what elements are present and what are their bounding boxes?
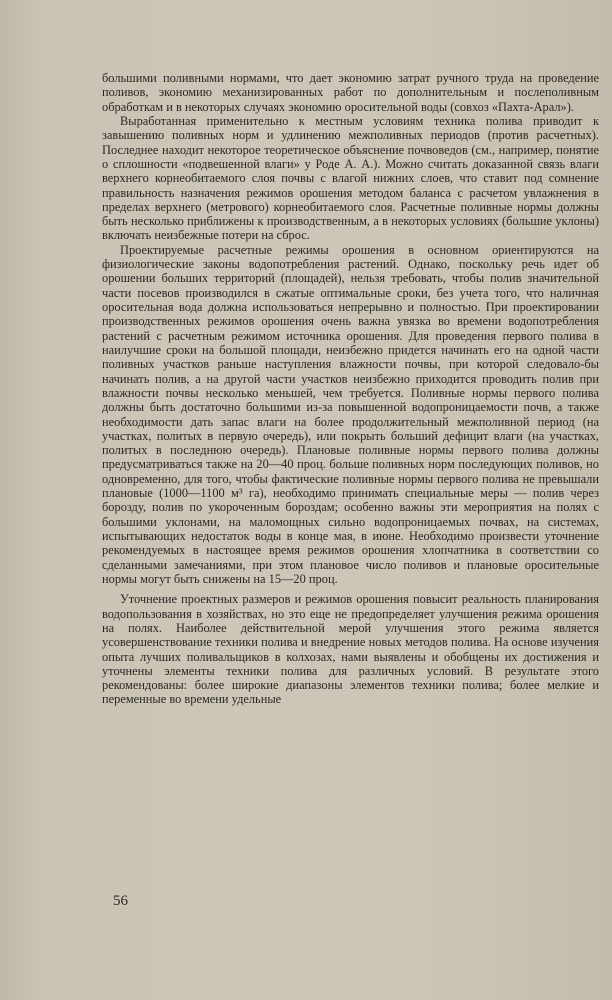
paragraph-2: Выработанная применительно к местным условиям техника полива приводит к завышению поливных норм и удлинению межполивных периодов (против расчетных). Последнее находит некоторое теоретическое объяснение почвоведов (см., например, понятие о сплошности «подвешенной влаги» у Роде А. А.). Можно считать доказанной связь влаги верхнего корнеобитаемого слоя почвы с влагой нижних слоев, что ставит под сомнение правильность назначения режимов орошения методом баланса с расчетом увлажнения в пределах верхнего (метрового) корнеобитаемого слоя. Расчетные поливные нормы должны быть несколько приближены к производственным, а в некоторых условиях (большие уклоны) включать неизбежные потери на сброс. bbox=[102, 113, 599, 243]
body-text bbox=[102, 71, 599, 707]
paragraph-1: большими поливными нормами, что дает экономию затрат ручного труда на проведение поливов, экономию механизированных работ по дополнительным и послеполивным обработкам и в некоторых случаях экономию оросительной воды (совхоз «Пахта-Арал»). bbox=[102, 71, 599, 114]
paragraph-4: Уточнение проектных размеров и режимов орошения повысит реальность планирования водопользования в хозяйствах, но это еще не предопределяет улучшения режима орошения на полях. Наиболее действительной мерой улучшения этого режима является усовершенствование техники полива и внедрение новых методов полива. На основе изучения опыта лучших поливальщиков в колхозах, нами выявлены и обобщены их достижения и уточнены элементы техники полива для различных условий. В результате этого рекомендованы: более широкие диапазоны элементов техники полива; более мелкие и переменные во времени удельные bbox=[102, 592, 599, 707]
page-number: 56 bbox=[113, 893, 128, 909]
paragraph-3: Проектируемые расчетные режимы орошения в основном ориентируются на физиологические законы водопотребления растений. Однако, поскольку речь идет об орошении больших территорий (площадей), нельзя требовать, чтобы полив значительной части посевов производился в сжатые оптимальные сроки, без учета того, что наличная оросительная вода должна использоваться непрерывно и полностью. При проектировании производственных режимов орошения очень важна увязка во времени водопотребления растений с расчетным режимом источника орошения. Для проведения первого полива в наилучшие сроки на большой площади, неизбежно придется начинать его на одной части поливных участков раньше наступления влажности почвы, при которой следовало-бы начинать полив, а на другой части участков неизбежно приходится проводить полив при влажности почвы несколько меньшей, чем требуется. Поливные нормы первого полива должны быть достаточно большими из-за повышенной водопроницаемости почв, а также необходимости дать запас влаги на более продолжительный межполивной период (на участках, политых в первую очередь), или покрыть больший дефицит влаги (на участках, политых в последнюю очередь). Плановые поливные нормы первого полива должны предусматриваться также на 20—40 проц. больше поливных норм последующих поливов, но одновременно, для того, чтобы фактические поливные нормы первого полива не превышали плановые (1000—1100 м³ га), необходимо принимать специальные меры — полив через борозду, полив по укороченным бороздам; особенно важны эти мероприятия на полях с большими уклонами, на маломощных сильно водопроницаемых почвах, на системах, испытывающих недостаток воды в конце мая, в июне. Необходимо произвести уточнение рекомендуемых в настоящее время режимов орошения хлопчатника в соответствии со сделанными замечаниями, при этом плановое число поливов и плановые оросительные нормы могут быть снижены на 15—20 проц. bbox=[102, 242, 599, 586]
